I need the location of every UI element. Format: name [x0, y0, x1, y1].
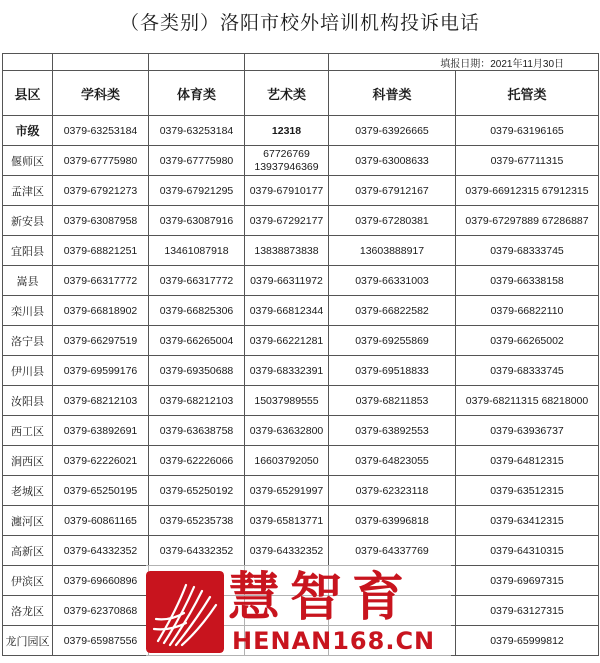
district-cell: 偃师区	[3, 146, 53, 176]
tiyu-phone-cell: 0379-65235738	[149, 506, 245, 536]
tuoguan-phone-cell: 0379-63936737	[456, 416, 599, 446]
kepu-phone-cell: 0379-63008633	[329, 146, 456, 176]
tiyu-phone-cell: 0379-63638758	[149, 416, 245, 446]
tuoguan-phone-cell: 0379-63512315	[456, 476, 599, 506]
xueke-phone-cell: 0379-64332352	[53, 536, 149, 566]
column-header-yishu: 艺术类	[245, 71, 329, 116]
xueke-phone-cell: 0379-65987556	[53, 626, 149, 656]
page-title: （各类别）洛阳市校外培训机构投诉电话	[119, 12, 480, 34]
xueke-phone-cell: 0379-60861165	[53, 506, 149, 536]
district-cell: 洛宁县	[3, 326, 53, 356]
yishu-phone-cell: 0379-65291997	[245, 476, 329, 506]
xueke-phone-cell: 0379-63087958	[53, 206, 149, 236]
tiyu-phone-cell: 0379-63253184	[149, 116, 245, 146]
table-row	[3, 206, 599, 236]
yishu-phone-cell: 0379-67292177	[245, 206, 329, 236]
tiyu-phone-cell: 0379-68212103	[149, 386, 245, 416]
kepu-phone-cell: 0379-64823055	[329, 446, 456, 476]
yishu-phone-cell: 0379-64332352	[245, 536, 329, 566]
district-cell: 市级	[3, 116, 53, 146]
table-row	[3, 266, 599, 296]
yishu-phone-cell: 67726769 13937946369	[245, 146, 329, 176]
table-row	[3, 326, 599, 356]
yishu-phone-cell: 0379-66221281	[245, 326, 329, 356]
xueke-phone-cell: 0379-65250195	[53, 476, 149, 506]
column-header-xueke: 学科类	[53, 71, 149, 116]
yishu-phone-cell: 12318	[245, 116, 329, 146]
tuoguan-phone-cell: 0379-67297889 67286887	[456, 206, 599, 236]
tuoguan-phone-cell: 0379-63196165	[456, 116, 599, 146]
table-row	[3, 536, 599, 566]
tiyu-phone-cell: 0379-65250192	[149, 476, 245, 506]
tuoguan-phone-cell: 0379-63412315	[456, 506, 599, 536]
table-row	[3, 416, 599, 446]
yishu-phone-cell: 0379-68332391	[245, 356, 329, 386]
district-cell: 伊川县	[3, 356, 53, 386]
xueke-phone-cell: 0379-68212103	[53, 386, 149, 416]
xueke-phone-cell: 0379-63892691	[53, 416, 149, 446]
district-cell: 涧西区	[3, 446, 53, 476]
kepu-phone-cell: 13603888917	[329, 236, 456, 266]
district-cell: 伊滨区	[3, 566, 53, 596]
district-cell: 孟津区	[3, 176, 53, 206]
xueke-phone-cell: 0379-69599176	[53, 356, 149, 386]
date-row	[3, 54, 599, 71]
tiyu-phone-cell: 0379-69350688	[149, 356, 245, 386]
tuoguan-phone-cell: 0379-66912315 67912315	[456, 176, 599, 206]
tiyu-phone-cell: 0379-67921295	[149, 176, 245, 206]
yishu-phone-cell: 0379-66812344	[245, 296, 329, 326]
kepu-phone-cell: 0379-68211853	[329, 386, 456, 416]
tuoguan-phone-cell: 0379-68333745	[456, 356, 599, 386]
xueke-phone-cell: 0379-66818902	[53, 296, 149, 326]
yishu-phone-cell: 0379-63632800	[245, 416, 329, 446]
kepu-phone-cell: 0379-66822582	[329, 296, 456, 326]
district-cell: 西工区	[3, 416, 53, 446]
xueke-phone-cell: 0379-66297519	[53, 326, 149, 356]
column-header-tuoguan: 托管类	[456, 71, 599, 116]
table-row	[3, 476, 599, 506]
tiyu-phone-cell: 0379-66265004	[149, 326, 245, 356]
district-cell: 瀍河区	[3, 506, 53, 536]
xueke-phone-cell: 0379-63253184	[53, 116, 149, 146]
tuoguan-phone-cell: 0379-66338158	[456, 266, 599, 296]
xueke-phone-cell: 0379-66317772	[53, 266, 149, 296]
table-row	[3, 236, 599, 266]
district-cell: 新安县	[3, 206, 53, 236]
yishu-phone-cell: 15037989555	[245, 386, 329, 416]
kepu-phone-cell: 0379-69255869	[329, 326, 456, 356]
table-row	[3, 296, 599, 326]
table-row	[3, 446, 599, 476]
kepu-phone-cell: 0379-63996818	[329, 506, 456, 536]
table-row	[3, 506, 599, 536]
tiyu-phone-cell: 0379-63087916	[149, 206, 245, 236]
district-cell: 嵩县	[3, 266, 53, 296]
fill-date: 填报日期：2021年11月30日	[329, 54, 599, 71]
table-row	[3, 176, 599, 206]
tuoguan-phone-cell: 0379-69697315	[456, 566, 599, 596]
yishu-phone-cell: 0379-65813771	[245, 506, 329, 536]
yishu-phone-cell: 16603792050	[245, 446, 329, 476]
tuoguan-phone-cell: 0379-68333745	[456, 236, 599, 266]
column-header-kepu: 科普类	[329, 71, 456, 116]
logo-icon	[146, 571, 224, 653]
kepu-phone-cell: 0379-63892553	[329, 416, 456, 446]
tuoguan-phone-cell: 0379-67711315	[456, 146, 599, 176]
district-cell: 汝阳县	[3, 386, 53, 416]
xueke-phone-cell: 0379-69660896	[53, 566, 149, 596]
tuoguan-phone-cell: 0379-66822110	[456, 296, 599, 326]
district-cell: 老城区	[3, 476, 53, 506]
tuoguan-phone-cell: 0379-63127315	[456, 596, 599, 626]
tuoguan-phone-cell: 0379-64310315	[456, 536, 599, 566]
kepu-phone-cell: 0379-69518833	[329, 356, 456, 386]
watermark-url: HENAN168.CN	[232, 627, 436, 655]
district-cell: 栾川县	[3, 296, 53, 326]
yishu-phone-cell: 13838873838	[245, 236, 329, 266]
tiyu-phone-cell: 0379-64332352	[149, 536, 245, 566]
yishu-phone-cell: 0379-66311972	[245, 266, 329, 296]
table-row	[3, 116, 599, 146]
column-header-tiyu: 体育类	[149, 71, 245, 116]
watermark	[146, 565, 451, 663]
xueke-phone-cell: 0379-67775980	[53, 146, 149, 176]
header-row	[3, 71, 599, 116]
table-row	[3, 356, 599, 386]
kepu-phone-cell: 0379-62323118	[329, 476, 456, 506]
tiyu-phone-cell: 0379-62226066	[149, 446, 245, 476]
district-cell: 洛龙区	[3, 596, 53, 626]
table-row	[3, 146, 599, 176]
kepu-phone-cell: 0379-67280381	[329, 206, 456, 236]
xueke-phone-cell: 0379-62226021	[53, 446, 149, 476]
tuoguan-phone-cell: 0379-68211315 68218000	[456, 386, 599, 416]
table-row	[3, 386, 599, 416]
tuoguan-phone-cell: 0379-66265002	[456, 326, 599, 356]
kepu-phone-cell: 0379-64337769	[329, 536, 456, 566]
xueke-phone-cell: 0379-62370868	[53, 596, 149, 626]
xueke-phone-cell: 0379-68821251	[53, 236, 149, 266]
kepu-phone-cell: 0379-67912167	[329, 176, 456, 206]
tiyu-phone-cell: 0379-66317772	[149, 266, 245, 296]
district-cell: 宜阳县	[3, 236, 53, 266]
kepu-phone-cell: 0379-63926665	[329, 116, 456, 146]
yishu-phone-cell: 0379-67910177	[245, 176, 329, 206]
tiyu-phone-cell: 0379-67775980	[149, 146, 245, 176]
district-cell: 高新区	[3, 536, 53, 566]
kepu-phone-cell: 0379-66331003	[329, 266, 456, 296]
tiyu-phone-cell: 0379-66825306	[149, 296, 245, 326]
tuoguan-phone-cell: 0379-64812315	[456, 446, 599, 476]
district-cell: 龙门园区	[3, 626, 53, 656]
watermark-brand: 慧智育	[228, 568, 415, 628]
tuoguan-phone-cell: 0379-65999812	[456, 626, 599, 656]
xueke-phone-cell: 0379-67921273	[53, 176, 149, 206]
tiyu-phone-cell: 13461087918	[149, 236, 245, 266]
column-header-district: 县区	[3, 71, 53, 116]
